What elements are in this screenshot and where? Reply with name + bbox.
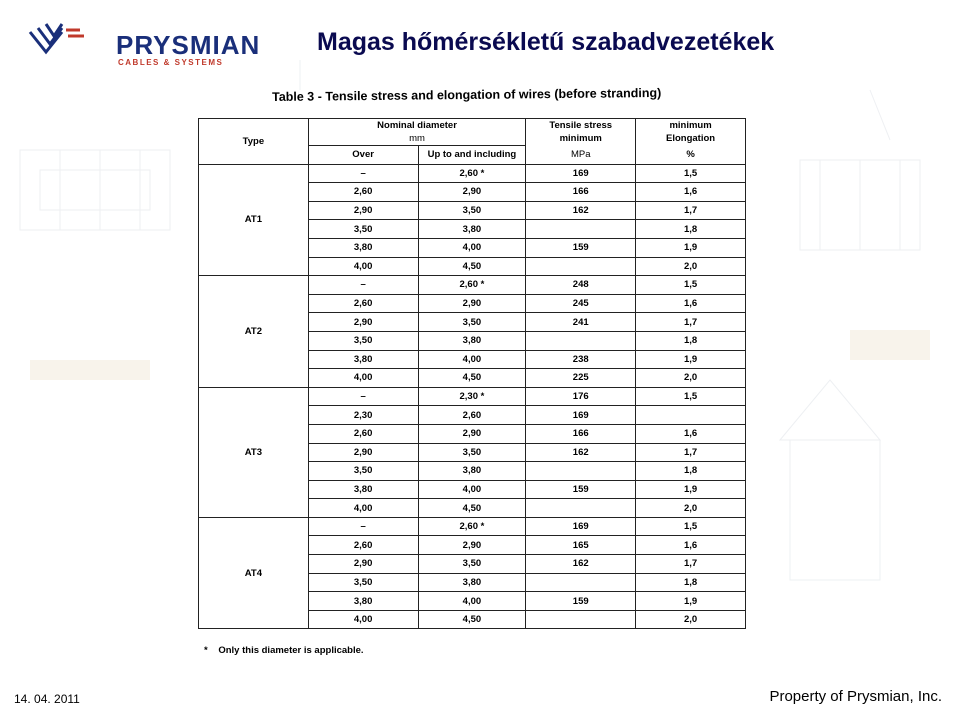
table-row (199, 517, 746, 536)
elongation-cell: 1,6 (636, 536, 746, 555)
table-caption: Table 3 - Tensile stress and elongation of wires (before stranding) (272, 85, 662, 104)
elongation-cell: 1,5 (636, 517, 746, 536)
upto-cell: 3,50 (418, 555, 526, 574)
over-header (308, 146, 418, 165)
type-header-label: Type (242, 135, 265, 147)
over-cell: 2,90 (308, 555, 418, 574)
mpa-unit-cell (526, 146, 636, 165)
prysmian-logo-icon (28, 20, 88, 60)
over-cell: 4,00 (308, 499, 418, 518)
upto-header (418, 146, 526, 165)
over-cell: – (308, 276, 418, 295)
unit-percent-label: % (686, 149, 695, 161)
upto-cell: 3,80 (418, 220, 526, 239)
over-cell: 2,60 (308, 536, 418, 555)
over-cell: – (308, 164, 418, 183)
tensile-cell: 176 (526, 387, 636, 406)
logo-wordmark: PRYSMIAN (116, 30, 261, 60)
elongation-cell: 1,9 (636, 238, 746, 257)
over-cell: 3,80 (308, 350, 418, 369)
footnote-mark: * (204, 645, 208, 656)
over-cell: 4,00 (308, 257, 418, 276)
nominal-diameter-label: Nominal diameter (377, 119, 457, 131)
table-body (199, 164, 746, 629)
elongation-cell: 1,8 (636, 331, 746, 350)
elongation-cell (636, 406, 746, 425)
over-cell: 2,90 (308, 201, 418, 220)
upto-cell: 4,50 (418, 610, 526, 629)
over-cell: 3,50 (308, 462, 418, 481)
tensile-minimum-label: minimum (559, 132, 602, 144)
upto-cell: 2,90 (418, 183, 526, 202)
tensile-stress-table (198, 118, 746, 629)
upto-cell: 4,50 (418, 499, 526, 518)
tensile-cell (526, 573, 636, 592)
upto-cell: 2,90 (418, 294, 526, 313)
nominal-unit-cell (308, 131, 526, 146)
tensile-cell: 165 (526, 536, 636, 555)
upto-cell: 3,50 (418, 201, 526, 220)
table-row (199, 164, 746, 183)
elongation-cell: 1,7 (636, 443, 746, 462)
footer-date: 14. 04. 2011 (14, 692, 80, 706)
tensile-cell: 162 (526, 555, 636, 574)
upto-cell: 4,00 (418, 238, 526, 257)
over-cell: – (308, 517, 418, 536)
over-cell: – (308, 387, 418, 406)
tensile-cell (526, 610, 636, 629)
upto-cell: 4,50 (418, 257, 526, 276)
percent-unit-cell (636, 146, 746, 165)
upto-cell: 4,00 (418, 592, 526, 611)
tensile-cell: 159 (526, 238, 636, 257)
elongation-cell: 1,9 (636, 480, 746, 499)
tensile-cell: 248 (526, 276, 636, 295)
elongation-cell: 1,9 (636, 592, 746, 611)
upto-cell: 3,80 (418, 573, 526, 592)
elongation-cell: 2,0 (636, 499, 746, 518)
upto-cell: 4,50 (418, 369, 526, 388)
table-row (199, 276, 746, 295)
elongation-header (636, 119, 746, 132)
tensile-cell (526, 331, 636, 350)
elongation-cell: 1,6 (636, 183, 746, 202)
unit-mpa-label: MPa (570, 149, 591, 161)
over-cell: 3,80 (308, 592, 418, 611)
over-cell: 4,00 (308, 610, 418, 629)
footnote-text: Only this diameter is applicable. (218, 645, 364, 656)
tensile-cell: 225 (526, 369, 636, 388)
elongation-cell: 2,0 (636, 257, 746, 276)
upto-cell: 2,60 * (418, 517, 526, 536)
elongation-cell: 1,6 (636, 294, 746, 313)
elongation-minimum-label: minimum (669, 119, 712, 131)
type-cell: AT2 (199, 276, 309, 388)
over-cell: 2,60 (308, 183, 418, 202)
tensile-cell (526, 462, 636, 481)
type-header (199, 119, 309, 165)
over-cell: 2,60 (308, 424, 418, 443)
upto-cell: 2,60 * (418, 276, 526, 295)
upto-label: Up to and including (427, 149, 517, 161)
upto-cell: 4,00 (418, 480, 526, 499)
elongation-cell: 1,5 (636, 387, 746, 406)
tensile-cell (526, 220, 636, 239)
upto-cell: 4,00 (418, 350, 526, 369)
upto-cell: 2,90 (418, 424, 526, 443)
tensile-cell: 159 (526, 480, 636, 499)
elongation-label: Elongation (666, 132, 716, 144)
elongation-cell: 2,0 (636, 610, 746, 629)
elongation-cell: 1,6 (636, 424, 746, 443)
upto-cell: 3,50 (418, 443, 526, 462)
upto-cell: 3,80 (418, 331, 526, 350)
tensile-cell: 169 (526, 164, 636, 183)
type-cell: AT1 (199, 164, 309, 276)
type-cell: AT3 (199, 387, 309, 517)
tensile-cell: 169 (526, 517, 636, 536)
tensile-cell: 166 (526, 424, 636, 443)
tensile-cell: 238 (526, 350, 636, 369)
tensile-stress-header (526, 119, 636, 132)
tensile-cell: 241 (526, 313, 636, 332)
logo-tagline: CABLES & SYSTEMS (118, 58, 224, 67)
over-cell: 2,90 (308, 313, 418, 332)
elongation-cell: 1,7 (636, 201, 746, 220)
tensile-cell: 245 (526, 294, 636, 313)
elongation-cell: 1,5 (636, 276, 746, 295)
tensile-cell: 162 (526, 443, 636, 462)
elongation-cell: 1,7 (636, 313, 746, 332)
over-cell: 2,30 (308, 406, 418, 425)
upto-cell: 2,30 * (418, 387, 526, 406)
tensile-cell: 159 (526, 592, 636, 611)
prysmian-logo (28, 20, 261, 67)
over-cell: 4,00 (308, 369, 418, 388)
over-cell: 3,80 (308, 238, 418, 257)
upto-cell: 2,90 (418, 536, 526, 555)
upto-cell: 3,50 (418, 313, 526, 332)
elongation-cell: 2,0 (636, 369, 746, 388)
elongation-cell: 1,7 (636, 555, 746, 574)
tensile-stress-label: Tensile stress (549, 119, 613, 131)
table-row (199, 387, 746, 406)
type-cell: AT4 (199, 517, 309, 629)
elongation-cell: 1,8 (636, 573, 746, 592)
elongation-cell: 1,8 (636, 462, 746, 481)
over-label: Over (352, 149, 374, 161)
elongation-cell: 1,9 (636, 350, 746, 369)
over-cell: 3,80 (308, 480, 418, 499)
tensile-cell: 169 (526, 406, 636, 425)
page-title: Magas hőmérsékletű szabadvezetékek (317, 28, 775, 56)
tensile-cell (526, 499, 636, 518)
tensile-minimum-cell (526, 131, 636, 146)
unit-mm-label: mm (409, 132, 425, 144)
over-cell: 3,50 (308, 331, 418, 350)
table-footnote (204, 645, 364, 656)
nominal-diameter-header (308, 119, 526, 132)
elongation-label-cell (636, 131, 746, 146)
upto-cell: 2,60 * (418, 164, 526, 183)
upto-cell: 3,80 (418, 462, 526, 481)
elongation-cell: 1,8 (636, 220, 746, 239)
tensile-cell (526, 257, 636, 276)
tensile-cell: 166 (526, 183, 636, 202)
footer-property: Property of Prysmian, Inc. (769, 688, 942, 705)
over-cell: 3,50 (308, 573, 418, 592)
elongation-cell: 1,5 (636, 164, 746, 183)
over-cell: 2,60 (308, 294, 418, 313)
tensile-cell: 162 (526, 201, 636, 220)
over-cell: 2,90 (308, 443, 418, 462)
upto-cell: 2,60 (418, 406, 526, 425)
over-cell: 3,50 (308, 220, 418, 239)
